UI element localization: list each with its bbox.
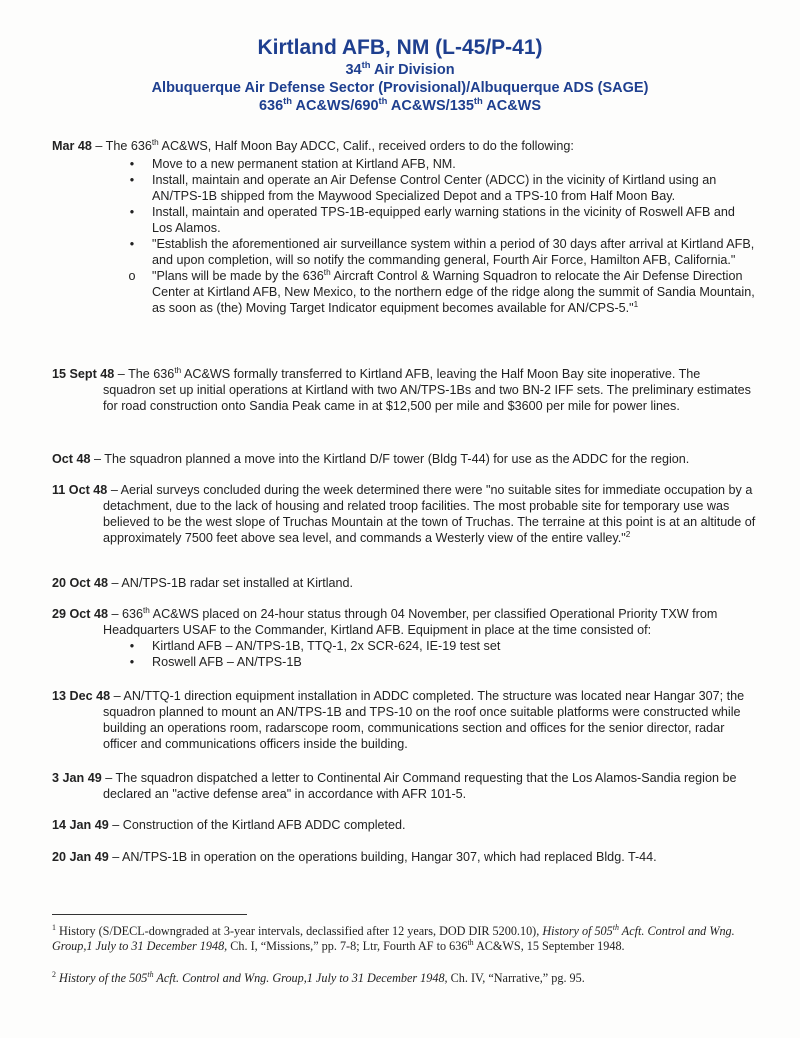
entry-text: 14 Jan 49 – Construction of the Kirtland AFB ADDC completed. (52, 818, 406, 832)
entry-13-dec-48 (52, 688, 756, 752)
entry-date: 11 Oct 48 (52, 483, 108, 497)
entry-date: 20 Jan 49 (52, 850, 109, 864)
list-item: • Kirtland AFB – AN/TPS-1B, TTQ-1, 2x SCR-624, IE-19 test set (52, 638, 756, 654)
entry-date: 15 Sept 48 (52, 367, 115, 381)
footnote-ref[interactable]: 1 (633, 299, 639, 309)
footnote-1: $^1$ History (S/DECL-downgraded at 3-year intervals, declassified after 12 years, DOD DIR 5200.10), History of 505th Acft. Control and Wng. Group,1 July to 31 December 1948, Ch. I, “Missions,” pp. 7-8; Ltr, Fourth AF to 636th AC&WS, 15 September 1948. (52, 922, 735, 953)
entry-date: 3 Jan 49 (52, 771, 102, 785)
entry-text: Mar 48 – The 636th AC&WS, Half Moon Bay ADCC, Calif., received orders to do the following: (52, 137, 574, 153)
footnote-number: 2 (52, 969, 56, 979)
entry-11-oct-48 (52, 482, 756, 546)
entry-text: 20 Jan 49 – AN/TPS-1B in operation on the operations building, Hangar 307, which had replaced Bldg. T-44. (52, 850, 657, 864)
entry-text: 13 Dec 48 – AN/TTQ-1 direction equipment installation in ADDC completed. The structure was located near Hangar 307; the squadron planned to mount an AN/TPS-1B and TPS-10 on the roof once suitable platforms were constructed while building an operations room, radarscope room, communications section and offices for the senior director, radar officer and communications officers inside the building. (52, 689, 745, 751)
subtitle-sector: Albuquerque Air Defense Sector (Provisional)/Albuquerque ADS (SAGE) (151, 80, 649, 96)
entry-text: 29 Oct 48 – 636th AC&WS placed on 24-hour status through 04 November, per classified Operational Priority TXW from Headquarters USAF to the Commander, Kirtland AFB. Equipment in place at the time consisted of: (52, 605, 718, 637)
list-item: o "Plans will be made by the 636th Aircraft Control & Warning Squadron to relocate the Air Defense Direction Center at Kirtland AFB, New Mexico, to the northern edge of the ridge along the summit of Sandia Mountain, as soon as (the) Moving Target Indicator equipment becomes available for AN/CPS-5."$^1$ (52, 268, 756, 316)
bullet-marker: • (129, 639, 135, 653)
entry-date: Oct 48 (52, 452, 91, 466)
footnote-number: 1 (52, 922, 56, 932)
bullet-marker: • (129, 157, 135, 171)
subtitle-squadrons: 636th AC&WS/690th AC&WS/135th AC&WS (258, 95, 542, 114)
footnote-ref[interactable]: 2 (625, 529, 631, 539)
bullet-marker: • (129, 237, 135, 251)
subtitle-air-division: 34th Air Division (345, 59, 455, 78)
entry-mar-48 (52, 138, 756, 316)
bullet-marker: • (129, 655, 135, 669)
entry-date: 29 Oct 48 (52, 607, 109, 621)
circle-marker: o (128, 269, 136, 283)
bullet-marker: • (129, 173, 135, 187)
entry-text: Oct 48 – The squadron planned a move into the Kirtland D/F tower (Bldg T-44) for use as the ADDC for the region. (52, 452, 690, 466)
entry-20-jan-49 (52, 849, 756, 865)
list-item: • Install, maintain and operate an Air Defense Control Center (ADCC) in the vicinity of Kirtland using an AN/TPS-1B shipped from the Maywood Specialized Depot and a TPS-10 from Half Moon Bay. (52, 172, 756, 204)
entry-3-jan-49 (52, 770, 756, 802)
orders-list (52, 156, 756, 316)
entry-oct-48 (52, 451, 756, 467)
footnote-divider (52, 914, 247, 915)
entry-text: 3 Jan 49 – The squadron dispatched a letter to Continental Air Command requesting that the Los Alamos-Sandia region be declared an "active defense area" in accordance with AFR 101-5. (52, 771, 737, 801)
list-item: • Move to a new permanent station at Kirtland AFB, NM. (52, 156, 756, 172)
entry-date: 20 Oct 48 (52, 576, 109, 590)
entry-20-oct-48 (52, 575, 756, 591)
entry-date: 13 Dec 48 (52, 689, 111, 703)
entry-date: Mar 48 (52, 139, 92, 153)
list-item: • Install, maintain and operated TPS-1B-equipped early warning stations in the vicinity of Roswell AFB and Los Alamos. (52, 204, 756, 236)
list-item: • "Establish the aforementioned air surveillance system within a period of 30 days after arrival at Kirtland AFB, and upon completion, will so notify the commanding general, Fourth Air Force, Hamilton AFB, California." (52, 236, 756, 268)
list-item: • Roswell AFB – AN/TPS-1B (52, 654, 756, 670)
entry-text: 20 Oct 48 – AN/TPS-1B radar set installed at Kirtland. (52, 576, 354, 590)
entry-date: 14 Jan 49 (52, 818, 109, 832)
entry-sept-48 (52, 366, 756, 414)
entry-29-oct-48 (52, 606, 756, 670)
page-title: Kirtland AFB, NM (L-45/P-41) (257, 36, 543, 59)
entry-14-jan-49 (52, 817, 756, 833)
entry-text: 15 Sept 48 – The 636th AC&WS formally transferred to Kirtland AFB, leaving the Half Moon Bay site inoperative. The squadron set up initial operations at Kirtland with two AN/TPS-1Bs and two BN-2 IFF sets. The preliminary estimates for road construction onto Sandia Peak came in at $12,500 per mile and $3600 per mile for power lines. (52, 365, 751, 413)
footnote-2: $^2$ History of the 505th Acft. Control and Wng. Group,1 July to 31 December 1948, Ch. IV, “Narrative,” pg. 95. (52, 969, 585, 985)
entry-text: 11 Oct 48 – Aerial surveys concluded during the week determined there were "no suitable sites for immediate occupation by a detachment, due to the lack of housing and related troop facilities. The most probable site for temporary use was believed to be the west slope of Truchas Mountain at the town of Truchas. The terraine at this point is at an altitude of approximately 7500 feet above sea level, and commands a Westerly view of the entire valley."$^2$ (52, 483, 756, 545)
bullet-marker: • (129, 205, 135, 219)
equipment-list (52, 638, 756, 670)
